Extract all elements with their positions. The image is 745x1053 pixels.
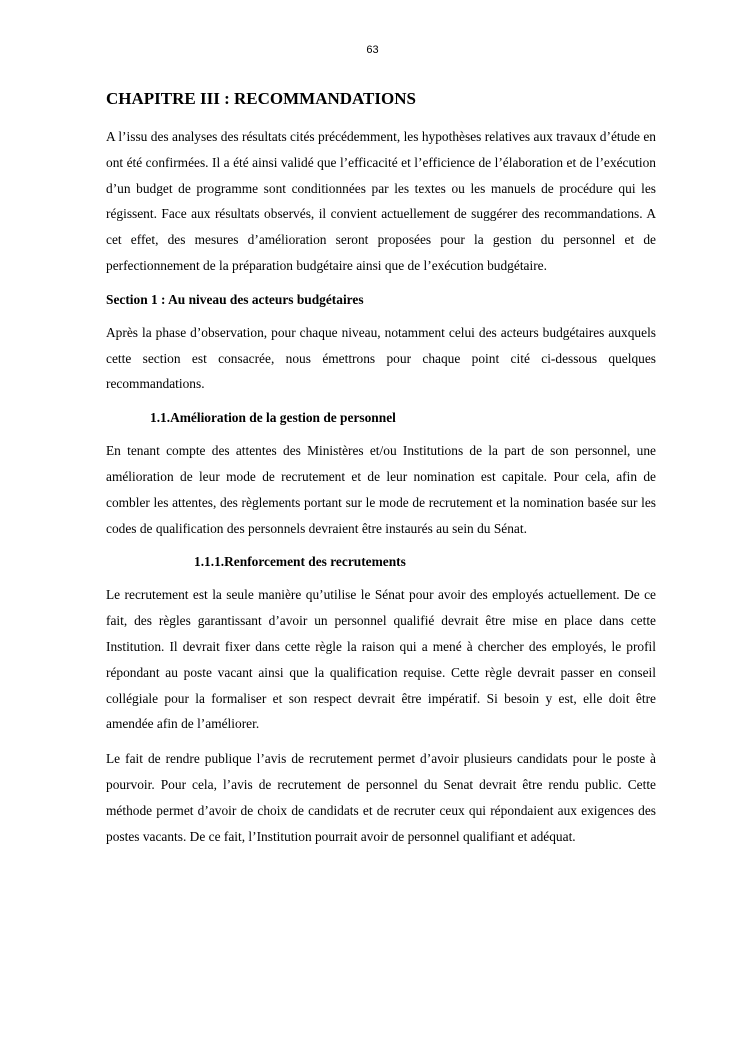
section-1-title: Section 1 : Au niveau des acteurs budgétaires [106,291,364,307]
subsection-1-1-1-paragraph-1: Le recrutement est la seule manière qu’utilise le Sénat pour avoir des employés actuellement. De ce fait, des règles garantissant d’avoir un personnel qualifié devrait être mise en place dans cette Institution. Il devrait fixer dans cette règle la raison qui a mené à chercher des employés, le profil répondant au poste vacant ainsi que la qualification requise. Cette règle devrait passer en conseil collégiale pour la formaliser et son respect devrait être impératif. Si besoin y est, elle doit être amendée afin de l’améliorer. [106,587,656,732]
section-1-paragraph: Après la phase d’observation, pour chaque niveau, notamment celui des acteurs budgétaires auxquels cette section est consacrée, nous émettrons pour chaque point cité ci-dessous quelques recommandations. [106,324,656,392]
chapter-intro-paragraph: A l’issu des analyses des résultats cités précédemment, les hypothèses relatives aux travaux d’étude en ont été confirmées. Il a été ainsi validé que l’efficacité et l’efficience de l’élaboration et de l’exécution d’un budget de programme sont conditionnées par les textes ou les manuels de procédure qui les régissent. Face aux résultats observés, il convient actuellement de suggérer des recommandations. A cet effet, des mesures d’amélioration seront proposées pour la gestion du personnel et de perfectionnement de la préparation budgétaire ainsi que de l’exécution budgétaire. [106,129,656,273]
subsection-1-1-paragraph: En tenant compte des attentes des Ministères et/ou Institutions de la part de son personnel, une amélioration de leur mode de recrutement et de leur nomination est capitale. Pour cela, afin de combler les attentes, des règlements portant sur le mode de recrutement et la nomination basée sur les codes de qualification des personnels devraient être instaurés au sein du Sénat. [106,443,656,536]
subsection-1-1-1-title: 1.1.1.Renforcement des recrutements [194,554,406,570]
chapter-title: CHAPITRE III : RECOMMANDATIONS [106,89,416,108]
document-body [106,88,656,858]
subsection-1-1-title: 1.1.Amélioration de la gestion de personnel [150,410,396,426]
subsection-1-1-1-paragraph-2: Le fait de rendre publique l’avis de recrutement permet d’avoir plusieurs candidats pour le poste à pourvoir. Pour cela, l’avis de recrutement de personnel du Senat devrait être rendu public. Cette méthode permet d’avoir de choix de candidats et de recruter ceux qui répondaient aux exigences des postes vacants. De ce fait, l’Institution pourrait avoir de personnel qualifiant et adéquat. [106,751,656,844]
page-number: 63 [366,44,379,56]
